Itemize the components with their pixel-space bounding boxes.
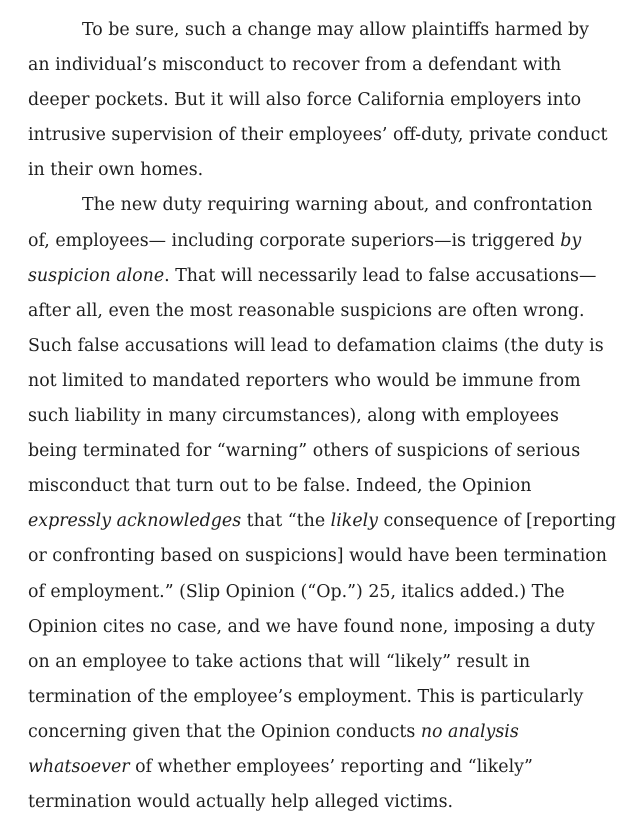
text-run: misconduct that turn out to be false. Indeed, the Opinion [28,476,532,497]
italic-text-run: likely [330,511,378,532]
text-run: concerning given that the Opinion conducts [28,721,421,742]
text-run: on an employee to take actions that will “likely” result in [28,651,531,672]
text-line [28,83,624,118]
text-line [28,610,624,645]
text-line [28,715,624,750]
document-page [28,13,624,820]
paragraph [28,188,624,820]
text-run: consequence of [reporting [378,511,617,532]
text-run: To be sure, such a change may allow plaintiffs harmed by [82,20,589,40]
text-run: . That will necessarily lead to false accusations— [164,265,597,286]
text-line [28,188,624,223]
text-line [28,575,624,610]
text-line [28,329,624,364]
text-run: deeper pockets. But it will also force California employers into [28,90,582,111]
text-run: of employment.” (Slip Opinion (“Op.”) 25, italics added.) The [28,581,565,602]
text-run: or confronting based on suspicions] would have been termination [28,546,607,567]
text-line [28,118,624,153]
text-line [28,399,624,434]
text-run: termination would actually help alleged victims. [28,792,454,813]
text-run: Opinion cites no case, and we have found none, imposing a duty [28,616,595,637]
text-run: in their own homes. [28,160,204,181]
text-run: that “the [241,511,331,532]
text-run: of, employees— including corporate superiors—is triggered [28,230,561,251]
text-line [28,434,624,469]
text-run: intrusive supervision of their employees’ off-duty, private conduct [28,125,608,146]
text-line [28,224,624,259]
text-run: being terminated for “warning” others of suspicions of serious [28,441,581,462]
text-line [28,294,624,329]
text-run: after all, even the most reasonable suspicions are often wrong. [28,300,585,321]
text-run: an individual’s misconduct to recover from a defendant with [28,55,562,76]
text-line [28,539,624,574]
paragraph [28,13,624,188]
text-run: The new duty requiring warning about, and confrontation [82,195,593,216]
italic-text-run: suspicion alone [28,265,165,286]
text-line [28,645,624,680]
italic-text-run: by [560,230,582,251]
text-run: termination of the employee’s employment. This is particularly [28,686,584,707]
italic-text-run: no analysis [420,721,519,742]
text-line [28,259,624,294]
text-line [28,750,624,785]
italic-text-run: whatsoever [28,756,130,777]
text-run: not limited to mandated reporters who would be immune from [28,370,581,391]
text-line [28,13,624,48]
text-run: of whether employees’ reporting and “likely” [129,756,533,777]
text-line [28,680,624,715]
text-line [28,504,624,539]
text-line [28,785,624,820]
text-run: such liability in many circumstances), along with employees [28,406,559,427]
italic-text-run: expressly acknowledges [28,511,242,532]
text-line [28,469,624,504]
text-run: Such false accusations will lead to defamation claims (the duty is [28,335,604,356]
text-line [28,364,624,399]
text-line [28,153,624,188]
text-line [28,48,624,83]
